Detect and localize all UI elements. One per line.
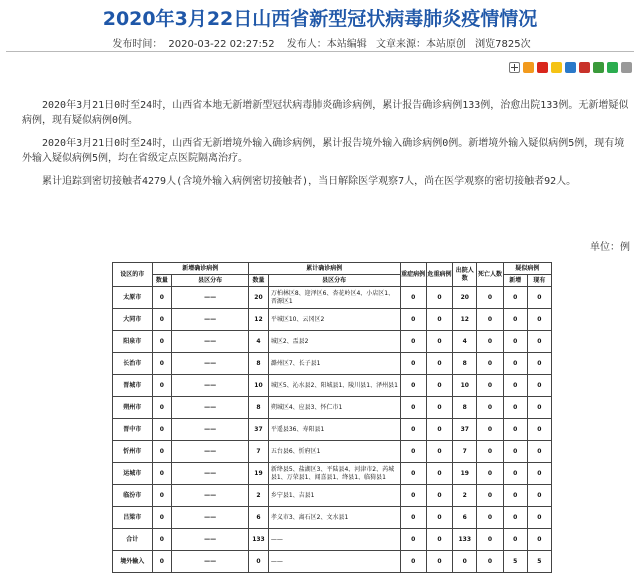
cell-critical: 0 [426, 375, 452, 397]
unit-label: 单位：例 [590, 242, 630, 253]
table-row [113, 287, 552, 309]
cell-new: 0 [152, 353, 172, 375]
cell-city: 朔州市 [113, 397, 153, 419]
cell-new-dist: —— [172, 507, 249, 529]
cell-city: 合计 [113, 529, 153, 551]
cell-severe: 0 [400, 331, 426, 353]
renren-icon[interactable] [565, 62, 576, 73]
table-row [113, 507, 552, 529]
cell-new-dist: —— [172, 331, 249, 353]
cell-cured: 37 [453, 419, 477, 441]
cell-dist: 孝义市3、离石区2、文水县1 [268, 507, 400, 529]
cell-new-dist: —— [172, 529, 249, 551]
cell-critical: 0 [426, 551, 452, 573]
header-new-count: 数量 [152, 275, 172, 287]
cell-s-now: 0 [527, 485, 551, 507]
cell-s-new: 0 [503, 287, 527, 309]
paragraph-local-cases: 2020年3月21日0时至24时，山西省本地无新增新型冠状病毒肺炎确诊病例，累计报告确诊病例133例，治愈出院133例。无新增疑似病例，现有疑似病例0例。 [22, 100, 629, 126]
cell-new: 0 [152, 309, 172, 331]
cell-cured: 8 [453, 397, 477, 419]
cell-city: 太原市 [113, 287, 153, 309]
cell-severe: 0 [400, 375, 426, 397]
cell-new: 0 [152, 331, 172, 353]
table-row [113, 463, 552, 485]
cell-new-dist: —— [172, 375, 249, 397]
header-total-cases: 累计确诊病例 [249, 263, 400, 275]
cell-city: 长治市 [113, 353, 153, 375]
cell-severe: 0 [400, 287, 426, 309]
weibo-icon[interactable] [537, 62, 548, 73]
table-row [113, 331, 552, 353]
cell-new-dist: —— [172, 309, 249, 331]
header-suspect-new: 新增 [503, 275, 527, 287]
cell-death: 0 [477, 331, 503, 353]
cell-s-now: 0 [527, 463, 551, 485]
cell-new: 0 [152, 397, 172, 419]
cell-city: 吕梁市 [113, 507, 153, 529]
cell-total: 10 [249, 375, 269, 397]
cell-s-now: 0 [527, 419, 551, 441]
table-row [113, 551, 552, 573]
publish-label: 发布时间： [112, 39, 163, 50]
cell-cured: 7 [453, 441, 477, 463]
table-row [113, 309, 552, 331]
cell-s-new: 0 [503, 353, 527, 375]
cell-total: 19 [249, 463, 269, 485]
header-suspect: 疑似病例 [503, 263, 551, 275]
cell-new: 0 [152, 529, 172, 551]
cell-death: 0 [477, 463, 503, 485]
cell-critical: 0 [426, 331, 452, 353]
cell-city: 晋中市 [113, 419, 153, 441]
cell-severe: 0 [400, 419, 426, 441]
paragraph-close-contacts: 累计追踪到密切接触者4279人(含境外输入病例密切接触者)，当日解除医学观察7人，尚在医学观察的密切接触者92人。 [22, 176, 577, 187]
cell-s-new: 0 [503, 463, 527, 485]
cell-city: 阳泉市 [113, 331, 153, 353]
cell-city: 大同市 [113, 309, 153, 331]
cell-new-dist: —— [172, 551, 249, 573]
cell-new-dist: —— [172, 419, 249, 441]
cell-death: 0 [477, 397, 503, 419]
header-severe: 重症病例 [400, 263, 426, 287]
table-row [113, 485, 552, 507]
cell-s-new: 0 [503, 441, 527, 463]
cell-s-now: 5 [527, 551, 551, 573]
cell-new-dist: —— [172, 397, 249, 419]
cell-cured: 12 [453, 309, 477, 331]
cell-cured: 10 [453, 375, 477, 397]
publisher: 发布人：本站编辑 [286, 39, 367, 50]
cell-dist: 平城区10、云冈区2 [268, 309, 400, 331]
plus-icon[interactable] [509, 62, 520, 73]
cell-s-now: 0 [527, 529, 551, 551]
cell-severe: 0 [400, 463, 426, 485]
header-critical: 危重病例 [426, 263, 452, 287]
cell-dist: 潞州区7、长子县1 [268, 353, 400, 375]
cell-severe: 0 [400, 507, 426, 529]
cell-total: 4 [249, 331, 269, 353]
cell-severe: 0 [400, 441, 426, 463]
cell-severe: 0 [400, 309, 426, 331]
cell-critical: 0 [426, 485, 452, 507]
cell-total: 20 [249, 287, 269, 309]
cell-total: 37 [249, 419, 269, 441]
header-region: 设区的市 [113, 263, 153, 287]
cell-s-new: 5 [503, 551, 527, 573]
cell-s-now: 0 [527, 353, 551, 375]
cell-cured: 8 [453, 353, 477, 375]
cell-cured: 20 [453, 287, 477, 309]
cell-critical: 0 [426, 529, 452, 551]
cell-critical: 0 [426, 287, 452, 309]
cell-s-new: 0 [503, 507, 527, 529]
cell-death: 0 [477, 529, 503, 551]
epidemic-table [112, 262, 552, 573]
publish-time [109, 39, 277, 50]
publish-time-value: 2020-03-22 02:27:52 [168, 39, 275, 50]
cell-critical: 0 [426, 441, 452, 463]
cell-city: 运城市 [113, 463, 153, 485]
cell-s-new: 0 [503, 529, 527, 551]
table-row [113, 353, 552, 375]
cell-dist: 城区2、盂县2 [268, 331, 400, 353]
cell-new: 0 [152, 419, 172, 441]
cell-death: 0 [477, 419, 503, 441]
cell-dist: 朔城区4、应县3、怀仁市1 [268, 397, 400, 419]
cell-dist: —— [268, 551, 400, 573]
cell-critical: 0 [426, 507, 452, 529]
cell-new: 0 [152, 441, 172, 463]
cell-total: 2 [249, 485, 269, 507]
cell-s-new: 0 [503, 419, 527, 441]
article-source: 文章来源：本站原创 [375, 39, 466, 50]
cell-s-now: 0 [527, 331, 551, 353]
cell-s-new: 0 [503, 331, 527, 353]
cell-s-new: 0 [503, 309, 527, 331]
cell-critical: 0 [426, 463, 452, 485]
cell-new: 0 [152, 485, 172, 507]
cell-total: 133 [249, 529, 269, 551]
cell-cured: 133 [453, 529, 477, 551]
cell-dist: 城区5、沁水县2、阳城县1、陵川县1、泽州县1 [268, 375, 400, 397]
douban-icon[interactable] [593, 62, 604, 73]
cell-s-now: 0 [527, 507, 551, 529]
header-total-dist: 县区分布 [268, 275, 400, 287]
cell-total: 6 [249, 507, 269, 529]
cell-death: 0 [477, 309, 503, 331]
cell-total: 8 [249, 353, 269, 375]
cell-s-now: 0 [527, 287, 551, 309]
cell-dist: 乡宁县1、吉县1 [268, 485, 400, 507]
cell-dist: 新绛县5、盐湖区3、平陆县4、河津市2、芮城县1、万荣县1、闻喜县1、绛县1、临猗县1 [268, 463, 400, 485]
cell-s-now: 0 [527, 375, 551, 397]
cell-death: 0 [477, 551, 503, 573]
cell-total: 8 [249, 397, 269, 419]
cell-death: 0 [477, 353, 503, 375]
table-row [113, 529, 552, 551]
cell-dist: 五台县6、忻府区1 [268, 441, 400, 463]
header-divider [6, 51, 634, 52]
wechat-icon[interactable] [607, 62, 618, 73]
cell-new-dist: —— [172, 485, 249, 507]
cell-s-now: 0 [527, 309, 551, 331]
cell-new-dist: —— [172, 441, 249, 463]
cell-city: 晋城市 [113, 375, 153, 397]
cell-s-new: 0 [503, 375, 527, 397]
cell-death: 0 [477, 441, 503, 463]
cell-new: 0 [152, 507, 172, 529]
cell-total: 12 [249, 309, 269, 331]
cell-severe: 0 [400, 551, 426, 573]
other-icon[interactable] [621, 62, 632, 73]
table-row [113, 441, 552, 463]
cell-cured: 6 [453, 507, 477, 529]
table-row [113, 375, 552, 397]
cell-severe: 0 [400, 529, 426, 551]
header-death: 死亡人数 [477, 263, 503, 287]
cell-s-now: 0 [527, 441, 551, 463]
cell-critical: 0 [426, 419, 452, 441]
cell-cured: 0 [453, 551, 477, 573]
cell-critical: 0 [426, 309, 452, 331]
header-new-cases: 新增确诊病例 [152, 263, 249, 275]
article-meta [0, 35, 640, 50]
cell-new-dist: —— [172, 463, 249, 485]
paragraph-imported-cases: 2020年3月21日0时至24时，山西省无新增境外输入确诊病例，累计报告境外输入确诊病例0例。新增境外输入疑似病例5例，现有境外输入疑似病例5例，均在省级定点医院隔离治疗。 [22, 138, 625, 164]
cell-death: 0 [477, 287, 503, 309]
cell-dist: 平遥县36、寿阳县1 [268, 419, 400, 441]
rss-icon[interactable] [523, 62, 534, 73]
cell-dist: —— [268, 529, 400, 551]
cell-death: 0 [477, 485, 503, 507]
cell-city: 境外输入 [113, 551, 153, 573]
qzone-icon[interactable] [551, 62, 562, 73]
table-row [113, 419, 552, 441]
kaixin-icon[interactable] [579, 62, 590, 73]
page-title: 2020年3月22日山西省新型冠状病毒肺炎疫情情况 [102, 8, 538, 30]
cell-dist: 万柏林区8、迎泽区6、杏花岭区4、小店区1、晋源区1 [268, 287, 400, 309]
cell-new: 0 [152, 375, 172, 397]
header-cured: 出院人数 [453, 263, 477, 287]
cell-critical: 0 [426, 397, 452, 419]
cell-death: 0 [477, 375, 503, 397]
cell-new: 0 [152, 551, 172, 573]
cell-s-new: 0 [503, 485, 527, 507]
header-suspect-existing: 现有 [527, 275, 551, 287]
header-total-count: 数量 [249, 275, 269, 287]
cell-s-now: 0 [527, 397, 551, 419]
cell-cured: 19 [453, 463, 477, 485]
cell-severe: 0 [400, 353, 426, 375]
cell-severe: 0 [400, 485, 426, 507]
cell-s-new: 0 [503, 397, 527, 419]
cell-city: 忻州市 [113, 441, 153, 463]
table-row [113, 397, 552, 419]
cell-total: 0 [249, 551, 269, 573]
cell-new-dist: —— [172, 287, 249, 309]
cell-total: 7 [249, 441, 269, 463]
cell-new-dist: —— [172, 353, 249, 375]
cell-death: 0 [477, 507, 503, 529]
cell-cured: 2 [453, 485, 477, 507]
share-toolbar [509, 62, 632, 76]
view-count: 浏览7825次 [475, 39, 531, 50]
header-new-dist: 县区分布 [172, 275, 249, 287]
cell-new: 0 [152, 463, 172, 485]
cell-severe: 0 [400, 397, 426, 419]
cell-new: 0 [152, 287, 172, 309]
cell-cured: 4 [453, 331, 477, 353]
cell-critical: 0 [426, 353, 452, 375]
cell-city: 临汾市 [113, 485, 153, 507]
